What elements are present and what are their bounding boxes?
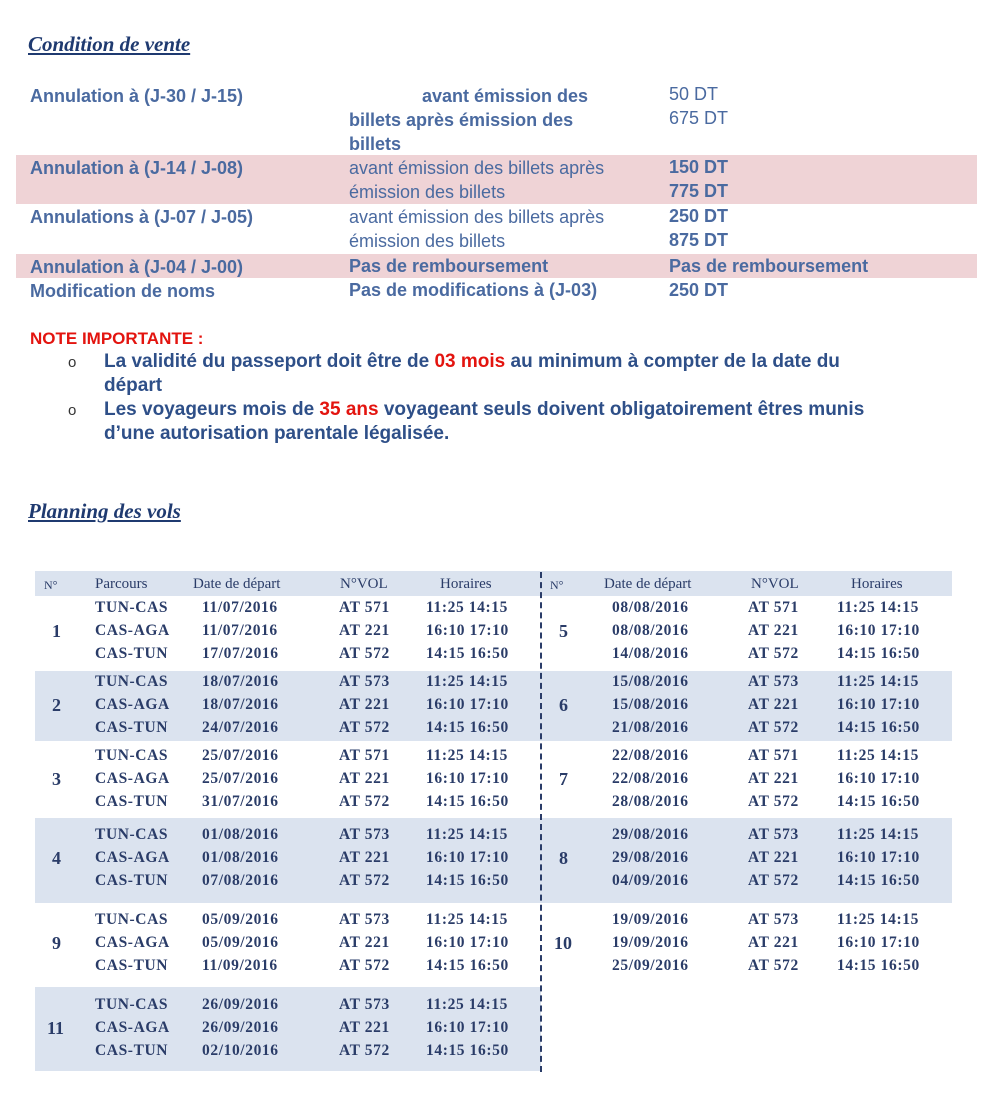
route-cell: CAS-TUN: [95, 719, 169, 736]
times-cell: 16:10 17:10: [837, 849, 920, 866]
route-cell: CAS-AGA: [95, 934, 170, 951]
date-cell: 05/09/2016: [202, 934, 279, 951]
condition-row-label: Annulations à (J-07 / J-05): [30, 207, 254, 227]
date-cell: 02/10/2016: [202, 1042, 279, 1059]
note-highlight: 03 mois: [434, 351, 506, 372]
route-cell: CAS-AGA: [95, 622, 170, 639]
date-cell: 01/08/2016: [202, 826, 279, 843]
flight-number-cell: AT 221: [748, 849, 799, 866]
flight-number-cell: AT 221: [748, 934, 799, 951]
times-cell: 11:25 14:15: [837, 599, 919, 616]
note-text: au minimum à compter de la date du: [505, 351, 840, 372]
note-bullet-1: [104, 350, 840, 398]
route-cell: CAS-TUN: [95, 793, 169, 810]
date-cell: 05/09/2016: [202, 911, 279, 928]
flight-number-cell: AT 221: [748, 770, 799, 787]
date-cell: 11/07/2016: [202, 599, 278, 616]
date-cell: 31/07/2016: [202, 793, 279, 810]
bullet-circle-icon: o: [68, 402, 77, 419]
date-cell: 25/07/2016: [202, 770, 279, 787]
condition-row-desc: avant émission des billets après: [349, 158, 605, 178]
condition-row-desc: émission des billets: [349, 182, 506, 202]
times-cell: 16:10 17:10: [426, 622, 509, 639]
flight-number-cell: AT 572: [339, 793, 390, 810]
date-cell: 22/08/2016: [612, 747, 689, 764]
flight-number-cell: AT 573: [748, 826, 799, 843]
times-cell: 11:25 14:15: [837, 747, 919, 764]
condition-row-price: 775 DT: [669, 181, 729, 201]
times-cell: 11:25 14:15: [837, 673, 919, 690]
header-times: Horaires: [440, 576, 492, 592]
condition-row-desc: émission des billets: [349, 231, 506, 251]
header-band: [35, 571, 952, 596]
date-cell: 18/07/2016: [202, 673, 279, 690]
group-number: 11: [47, 1018, 65, 1038]
table-divider: [540, 572, 542, 1072]
header-flight: N°VOL: [340, 576, 388, 592]
condition-row-desc: billets: [349, 134, 402, 154]
flight-number-cell: AT 221: [339, 696, 390, 713]
date-cell: 01/08/2016: [202, 849, 279, 866]
header-num: N°: [44, 578, 58, 592]
group-number: 6: [559, 695, 568, 715]
route-cell: TUN-CAS: [95, 673, 169, 690]
date-cell: 15/08/2016: [612, 696, 689, 713]
date-cell: 08/08/2016: [612, 599, 689, 616]
times-cell: 14:15 16:50: [426, 645, 509, 662]
flight-number-cell: AT 572: [748, 793, 799, 810]
note-bullet-2: [104, 398, 864, 446]
route-cell: TUN-CAS: [95, 599, 169, 616]
condition-row-price: 150 DT: [669, 157, 729, 177]
times-cell: 11:25 14:15: [426, 826, 508, 843]
group-number: 2: [52, 695, 61, 715]
flight-number-cell: AT 573: [339, 673, 390, 690]
condition-row-price: Pas de remboursement: [669, 256, 869, 276]
date-cell: 19/09/2016: [612, 934, 689, 951]
flight-number-cell: AT 572: [339, 872, 390, 889]
condition-row-price: 250 DT: [669, 280, 729, 300]
condition-row-price: 50 DT: [669, 84, 719, 104]
planning-heading: Planning des vols: [28, 499, 181, 523]
note-text: La validité du passeport doit être de: [104, 351, 435, 372]
condition-row-label: Modification de noms: [30, 281, 216, 301]
flight-number-cell: AT 572: [748, 719, 799, 736]
bullet-circle-icon: o: [68, 354, 77, 371]
times-cell: 16:10 17:10: [837, 770, 920, 787]
date-cell: 18/07/2016: [202, 696, 279, 713]
condition-row-label: Annulation à (J-04 / J-00): [30, 257, 244, 277]
date-cell: 07/08/2016: [202, 872, 279, 889]
flight-number-cell: AT 571: [748, 747, 799, 764]
times-cell: 16:10 17:10: [837, 696, 920, 713]
flight-number-cell: AT 572: [748, 645, 799, 662]
times-cell: 11:25 14:15: [837, 826, 919, 843]
condition-row-price: 250 DT: [669, 206, 729, 226]
times-cell: 11:25 14:15: [426, 747, 508, 764]
route-cell: CAS-AGA: [95, 770, 170, 787]
group-number: 10: [554, 933, 572, 953]
times-cell: 14:15 16:50: [426, 719, 509, 736]
times-cell: 14:15 16:50: [837, 793, 920, 810]
flight-number-cell: AT 572: [339, 1042, 390, 1059]
flight-number-cell: AT 571: [339, 747, 390, 764]
date-cell: 28/08/2016: [612, 793, 689, 810]
note-text: départ: [104, 375, 163, 396]
group-number: 8: [559, 848, 568, 868]
date-cell: 25/09/2016: [612, 957, 689, 974]
times-cell: 14:15 16:50: [837, 957, 920, 974]
group-number: 1: [52, 621, 61, 641]
date-cell: 11/09/2016: [202, 957, 278, 974]
condition-row-desc: avant émission des: [422, 86, 589, 106]
flight-number-cell: AT 572: [339, 957, 390, 974]
times-cell: 16:10 17:10: [426, 849, 509, 866]
route-cell: CAS-TUN: [95, 872, 169, 889]
condition-row-price: 875 DT: [669, 230, 729, 250]
note-text: Les voyageurs mois de: [104, 399, 320, 420]
group-number: 5: [559, 621, 568, 641]
flight-number-cell: AT 221: [339, 849, 390, 866]
route-cell: TUN-CAS: [95, 747, 169, 764]
date-cell: 11/07/2016: [202, 622, 278, 639]
times-cell: 11:25 14:15: [426, 673, 508, 690]
flight-number-cell: AT 221: [339, 1019, 390, 1036]
group-number: 7: [559, 769, 568, 789]
route-cell: TUN-CAS: [95, 996, 169, 1013]
condition-row-desc: Pas de remboursement: [349, 256, 549, 276]
flight-number-cell: AT 573: [339, 996, 390, 1013]
flight-number-cell: AT 221: [339, 622, 390, 639]
date-cell: 22/08/2016: [612, 770, 689, 787]
group-number: 4: [52, 848, 61, 868]
times-cell: 16:10 17:10: [426, 696, 509, 713]
route-cell: CAS-AGA: [95, 1019, 170, 1036]
times-cell: 11:25 14:15: [426, 996, 508, 1013]
route-cell: CAS-TUN: [95, 645, 169, 662]
date-cell: 29/08/2016: [612, 826, 689, 843]
route-cell: CAS-TUN: [95, 957, 169, 974]
note-highlight: 35 ans: [319, 399, 379, 420]
flight-number-cell: AT 221: [339, 934, 390, 951]
flight-number-cell: AT 571: [748, 599, 799, 616]
flight-number-cell: AT 573: [748, 673, 799, 690]
group-number: 3: [52, 769, 61, 789]
condition-heading: Condition de vente: [28, 32, 191, 56]
condition-row-desc: Pas de modifications à (J-03): [349, 280, 598, 300]
date-cell: 24/07/2016: [202, 719, 279, 736]
route-cell: CAS-AGA: [95, 849, 170, 866]
date-cell: 17/07/2016: [202, 645, 279, 662]
times-cell: 11:25 14:15: [426, 911, 508, 928]
flight-number-cell: AT 221: [339, 770, 390, 787]
condition-row-price: 675 DT: [669, 108, 729, 128]
date-cell: 25/07/2016: [202, 747, 279, 764]
condition-row-desc: avant émission des billets après: [349, 207, 605, 227]
condition-row-desc: billets après émission des: [349, 110, 574, 130]
date-cell: 21/08/2016: [612, 719, 689, 736]
route-cell: CAS-AGA: [95, 696, 170, 713]
group-number: 9: [52, 933, 61, 953]
header-times: Horaires: [851, 576, 903, 592]
flight-number-cell: AT 572: [339, 645, 390, 662]
flight-number-cell: AT 571: [339, 599, 390, 616]
date-cell: 14/08/2016: [612, 645, 689, 662]
header-date: Date de départ: [604, 576, 692, 592]
times-cell: 14:15 16:50: [426, 872, 509, 889]
flight-number-cell: AT 573: [748, 911, 799, 928]
times-cell: 11:25 14:15: [426, 599, 508, 616]
date-cell: 04/09/2016: [612, 872, 689, 889]
date-cell: 19/09/2016: [612, 911, 689, 928]
times-cell: 16:10 17:10: [426, 1019, 509, 1036]
date-cell: 29/08/2016: [612, 849, 689, 866]
note-title: NOTE IMPORTANTE :: [30, 329, 204, 348]
flight-number-cell: AT 573: [339, 826, 390, 843]
date-cell: 15/08/2016: [612, 673, 689, 690]
times-cell: 14:15 16:50: [426, 793, 509, 810]
condition-row-label: Annulation à (J-14 / J-08): [30, 158, 244, 178]
header-flight: N°VOL: [751, 576, 799, 592]
route-cell: TUN-CAS: [95, 911, 169, 928]
flight-number-cell: AT 572: [748, 957, 799, 974]
times-cell: 14:15 16:50: [426, 957, 509, 974]
times-cell: 16:10 17:10: [837, 934, 920, 951]
header-date: Date de départ: [193, 576, 281, 592]
flight-number-cell: AT 221: [748, 622, 799, 639]
times-cell: 16:10 17:10: [426, 770, 509, 787]
date-cell: 26/09/2016: [202, 996, 279, 1013]
condition-row-label: Annulation à (J-30 / J-15): [30, 86, 244, 106]
date-cell: 26/09/2016: [202, 1019, 279, 1036]
route-cell: CAS-TUN: [95, 1042, 169, 1059]
flight-number-cell: AT 221: [748, 696, 799, 713]
times-cell: 16:10 17:10: [426, 934, 509, 951]
flight-number-cell: AT 572: [748, 872, 799, 889]
route-cell: TUN-CAS: [95, 826, 169, 843]
flight-number-cell: AT 572: [339, 719, 390, 736]
times-cell: 14:15 16:50: [426, 1042, 509, 1059]
times-cell: 14:15 16:50: [837, 719, 920, 736]
header-num: N°: [550, 578, 564, 592]
times-cell: 14:15 16:50: [837, 645, 920, 662]
note-text: voyageant seuls doivent obligatoirement êtres munis: [378, 399, 865, 420]
flight-number-cell: AT 573: [339, 911, 390, 928]
date-cell: 08/08/2016: [612, 622, 689, 639]
header-route: Parcours: [95, 576, 148, 592]
times-cell: 14:15 16:50: [837, 872, 920, 889]
note-text: d’une autorisation parentale légalisée.: [104, 423, 450, 444]
times-cell: 11:25 14:15: [837, 911, 919, 928]
times-cell: 16:10 17:10: [837, 622, 920, 639]
